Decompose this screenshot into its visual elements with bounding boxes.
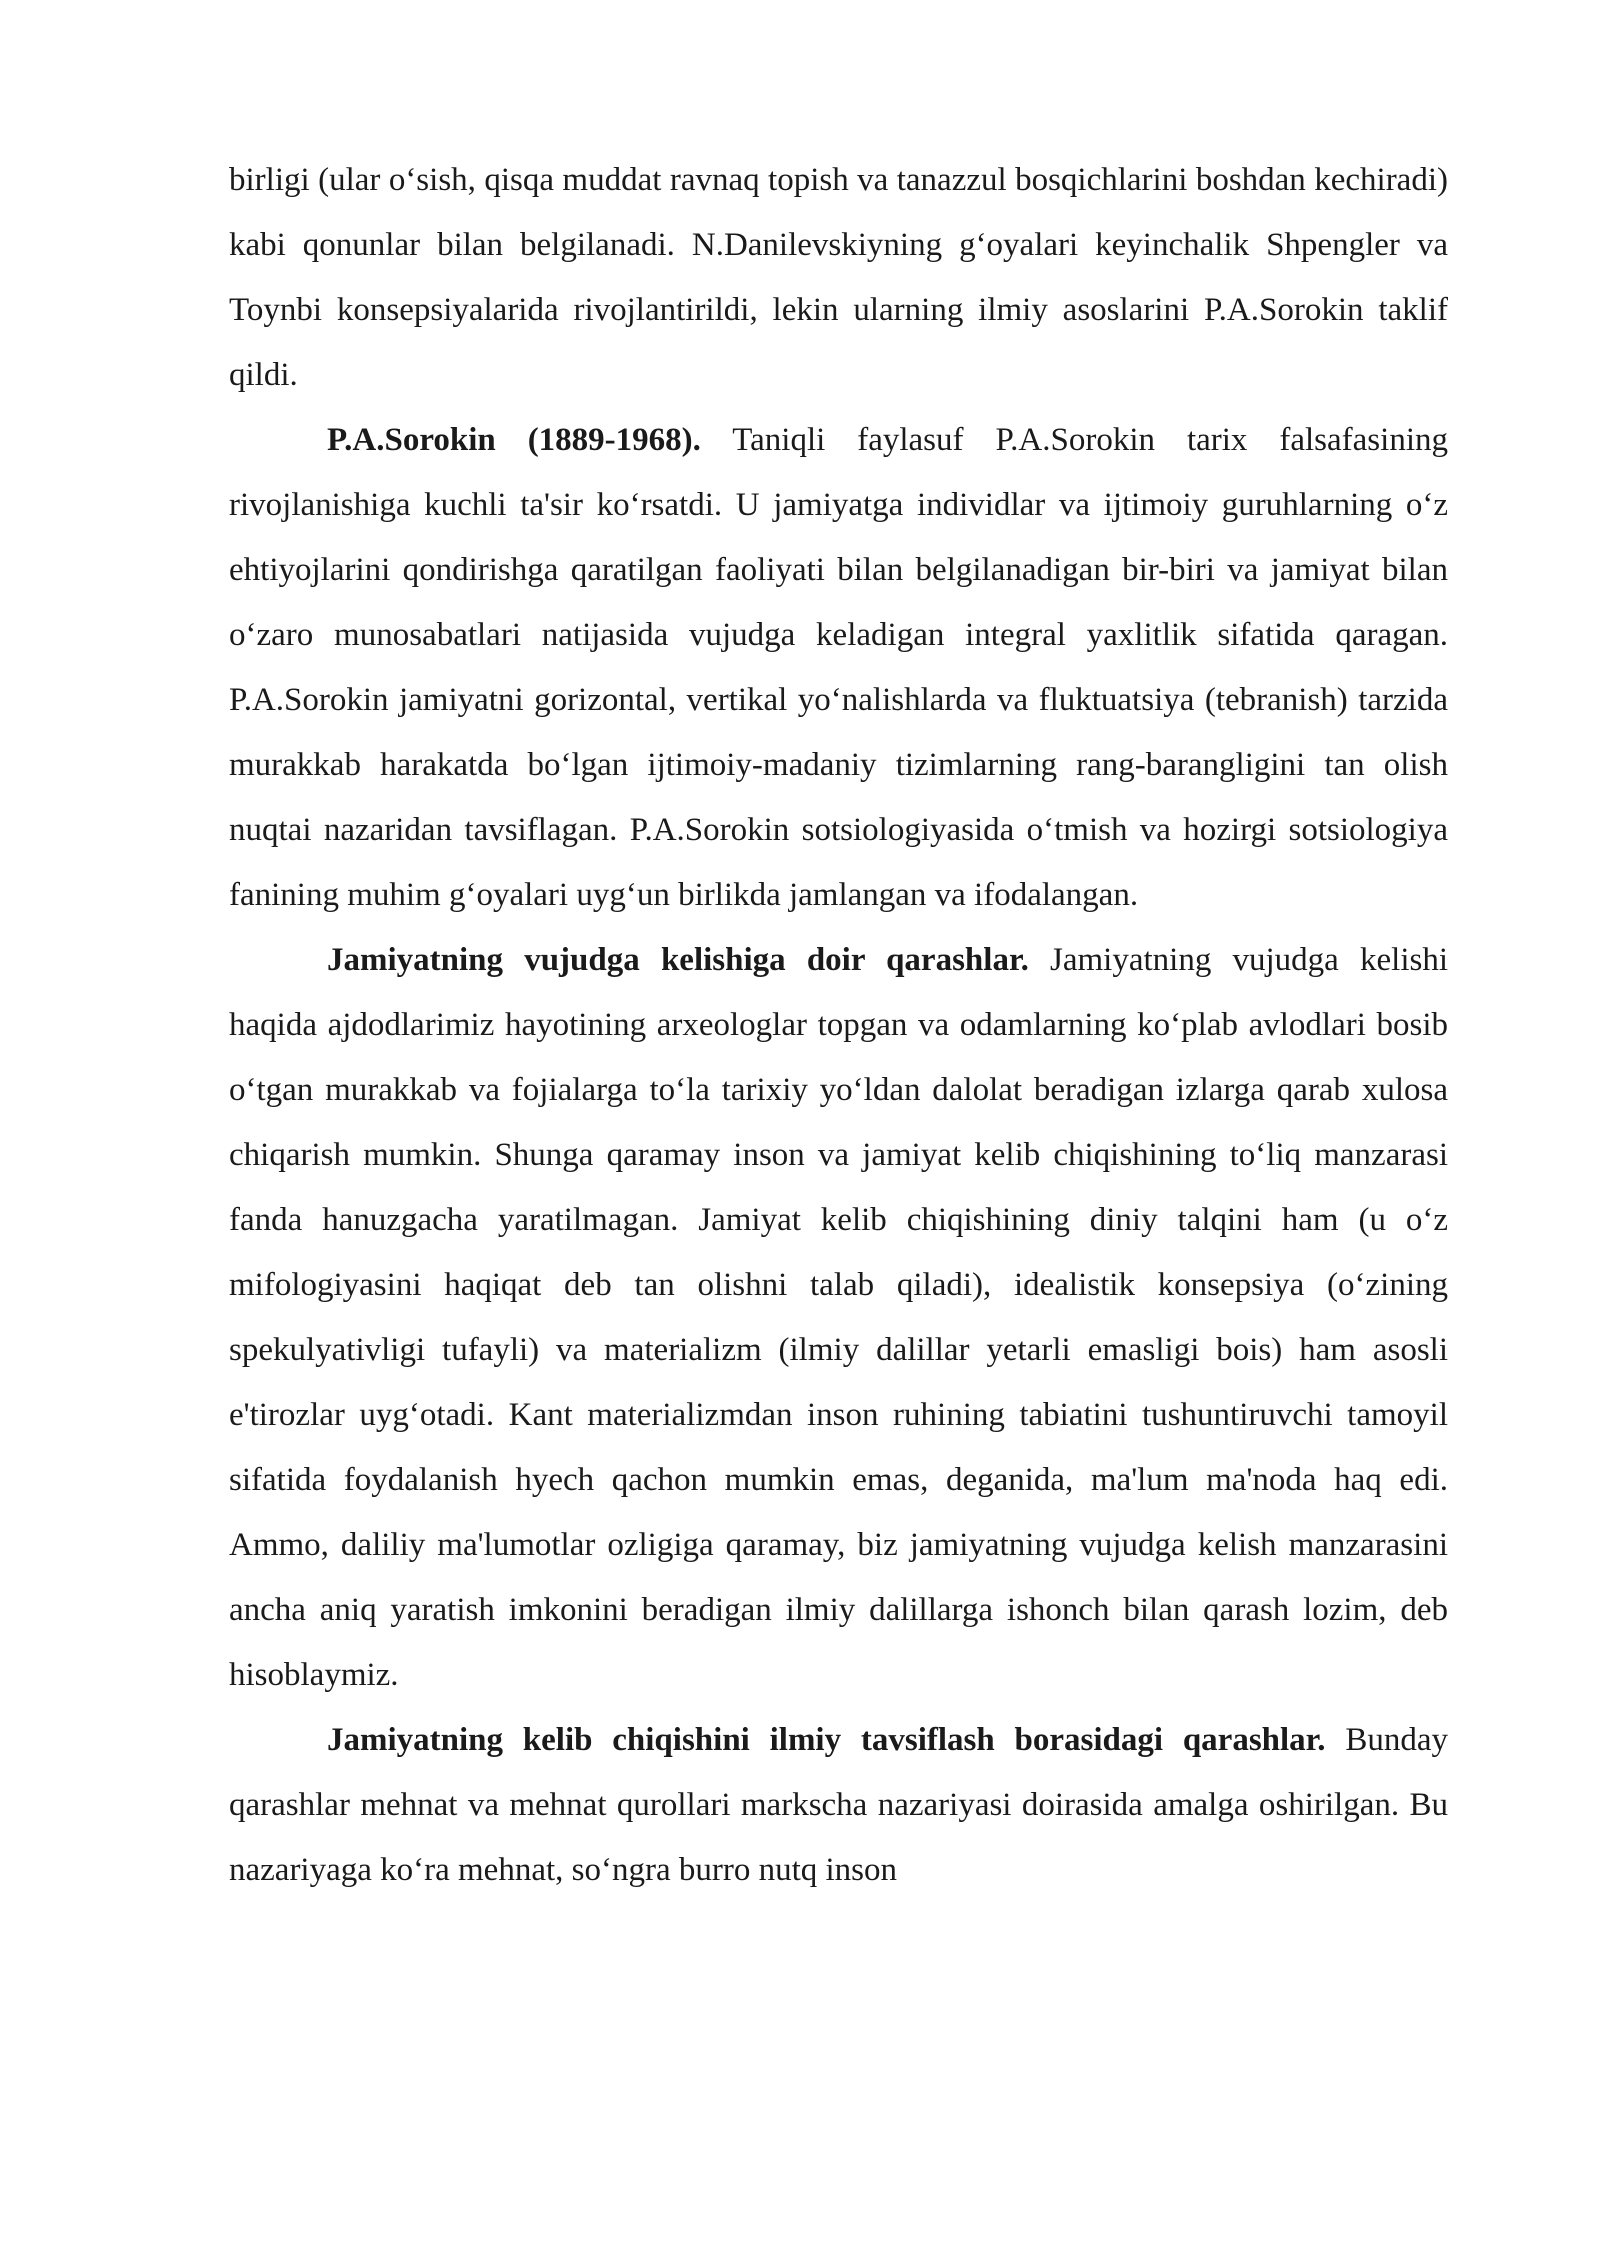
paragraph-society-origin-text: Jamiyatning vujudga kelishi haqida ajdodlarimiz hayotining arxeologlar topgan va odamlarning ko‘plab avlodlari bosib o‘tgan murakkab va fojialarga to‘la tarixiy yo‘ldan dalolat beradigan izlarga qarab xulosa chiqarish mumkin. Shunga qaramay inson va jamiyat kelib chiqishining to‘liq manzarasi fanda hanuzgacha yaratilmagan. Jamiyat kelib chiqishining diniy talqini ham (u o‘z mifologiyasini haqiqat deb tan olishni talab qiladi), idealistik konsepsiya (o‘zining spekulyativligi tufayli) va materializm (ilmiy dalillar yetarli emasligi bois) ham asosli e'tirozlar uyg‘otadi. Kant materializmdan inson ruhining tabiatini tushuntiruvchi tamoyil sifatida foydalanish hyech qachon mumkin emas, deganida, ma'lum ma'noda haq edi. Ammo, daliliy ma'lumotlar ozligiga qaramay, biz jamiyatning vujudga kelish manzarasini ancha aniq yaratish imkonini beradigan ilmiy dalillarga ishonch bilan qarash lozim, deb hisoblaymiz. — [229, 942, 1449, 1693]
paragraph-society-origin-heading: Jamiyatning vujudga kelishiga doir qarashlar. — [327, 942, 1029, 978]
paragraph-scientific-views-text: Bunday qarashlar mehnat va mehnat qurollari markscha nazariyasi doirasida amalga oshirilgan. Bu nazariyaga ko‘ra mehnat, so‘ngra burro nutq inson — [229, 1722, 1448, 1888]
paragraph-sorokin-heading: P.A.Sorokin (1889-1968). — [327, 422, 701, 458]
paragraph-sorokin-text: Taniqli faylasuf P.A.Sorokin tarix falsafasining rivojlanishiga kuchli ta'sir ko‘rsatdi. U jamiyatga individlar va ijtimoiy guruhlarning o‘z ehtiyojlarini qondirishga qaratilgan faoliyati bilan belgilanadigan bir-biri va jamiyat bilan o‘zaro munosabatlari natijasida vujudga keladigan integral yaxlitlik sifatida qaragan. P.A.Sorokin jamiyatni gorizontal, vertikal yo‘nalishlarda va fluktuatsiya (tebranish) tarzida murakkab harakatda bo‘lgan ijtimoiy-madaniy tizimlarning rang-barangligini tan olish nuqtai nazaridan tavsiflagan. P.A.Sorokin sotsiologiyasida o‘tmish va hozirgi sotsiologiya fanining muhim g‘oyalari uyg‘un birlikda jamlangan va ifodalangan. — [229, 422, 1448, 913]
paragraph-intro — [229, 148, 1448, 408]
document-page — [229, 148, 1448, 1903]
paragraph-intro-text: birligi (ular o‘sish, qisqa muddat ravnaq topish va tanazzul bosqichlarini boshdan kechiradi) kabi qonunlar bilan belgilanadi. N.Danilevskiyning g‘oyalari keyinchalik Shpengler va Toynbi konsepsiyalarida rivojlantirildi, lekin ularning ilmiy asoslarini P.A.Sorokin taklif qildi. — [229, 162, 1448, 393]
paragraph-society-origin — [229, 928, 1448, 1708]
paragraph-scientific-views-heading: Jamiyatning kelib chiqishini ilmiy tavsiflash borasidagi qarashlar. — [327, 1722, 1326, 1758]
paragraph-scientific-views — [229, 1708, 1448, 1903]
paragraph-sorokin — [229, 408, 1448, 928]
